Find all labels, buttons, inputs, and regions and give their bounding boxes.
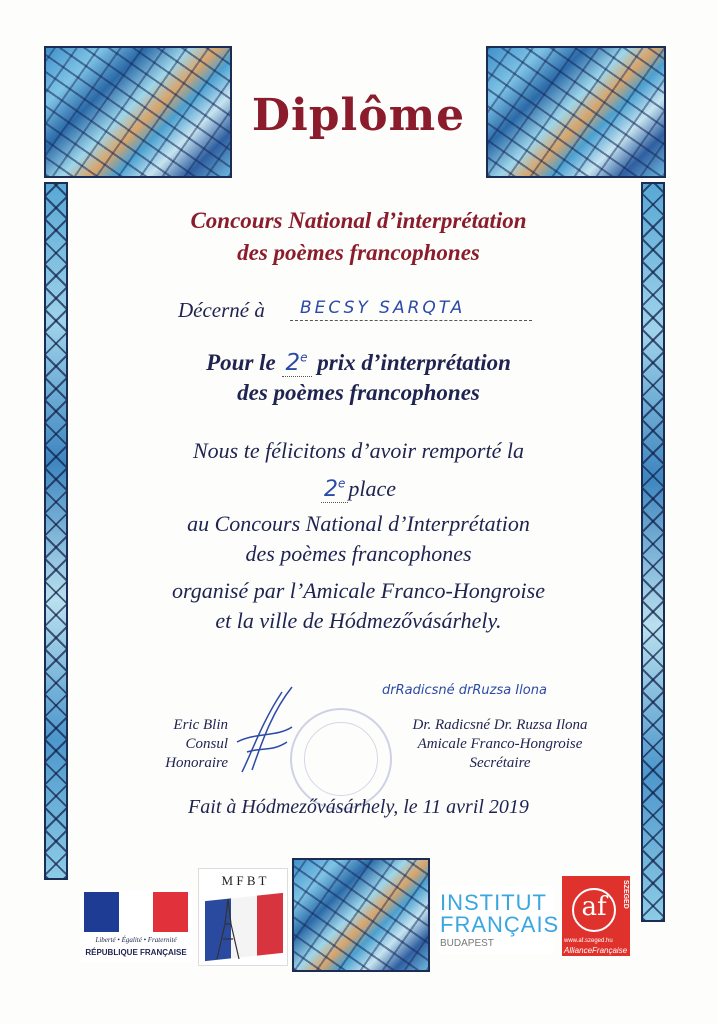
official-stamp	[290, 708, 392, 810]
institut-line-2: FRANÇAIS	[440, 912, 560, 937]
prize-rank	[282, 350, 312, 377]
message-rank-number: 2	[323, 477, 338, 502]
signatory-right	[380, 716, 620, 773]
recipient-underline	[290, 320, 532, 321]
institut-line-1: INSTITUT	[440, 890, 547, 915]
prize-line-2: des poèmes francophones	[237, 380, 480, 405]
competition-line-2: des poèmes francophones	[237, 240, 480, 265]
alliance-name: AllianceFrançaise	[564, 946, 628, 955]
signatory-right-role: Secrétaire	[469, 755, 531, 771]
institut-francais-logo	[438, 886, 560, 954]
signatory-left-title-2: Honoraire	[165, 755, 228, 771]
signatory-left	[138, 716, 228, 773]
diploma-title: Diplôme	[251, 90, 466, 141]
awarded-label: Décerné à	[178, 298, 265, 322]
alliance-url: www.af.szeged.hu	[564, 938, 613, 944]
message-line-5: organisé par l’Amicale Franco-Hongroise	[172, 578, 545, 603]
republique-francaise-logo	[80, 890, 192, 962]
place-date: Fait à Hódmezővásárhely, le 11 avril 2019	[188, 796, 529, 818]
institut-city: BUDAPEST	[440, 938, 494, 949]
mfbt-logo	[198, 868, 288, 966]
signatory-right-name: Dr. Radicsné Dr. Ruzsa Ilona	[412, 717, 588, 733]
signatory-right-org: Amicale Franco-Hongroise	[417, 736, 583, 752]
prize-prefix: Pour le	[206, 350, 276, 375]
prize-rank-sup: e	[300, 350, 308, 365]
alliance-francaise-logo	[562, 876, 630, 956]
signatory-left-name: Eric Blin	[173, 717, 228, 733]
message-rank-sup: e	[337, 476, 346, 491]
message-line-4: des poèmes francophones	[245, 541, 472, 566]
competition-line-1: Concours National d’interprétation	[190, 208, 527, 233]
prize-suffix: prix d’interprétation	[317, 350, 511, 375]
alliance-city: SZEGED	[622, 880, 629, 909]
stained-glass-bottom-center	[292, 858, 430, 972]
message-line-1: Nous te félicitons d’avoir remporté la	[193, 438, 524, 463]
eiffel-tower-icon	[213, 899, 243, 959]
prize-line-1	[0, 350, 717, 376]
republique-motto: Liberté • Égalité • Fraternité	[95, 936, 177, 944]
alliance-mark: af	[581, 892, 607, 922]
message-rank	[321, 477, 348, 503]
message-place: place	[348, 476, 397, 501]
message-line-2	[0, 476, 717, 502]
mfbt-letters: M F B T	[221, 873, 267, 888]
prize-rank-number: 2	[285, 350, 301, 376]
message-line-3: au Concours National d’Interprétation	[187, 511, 530, 536]
signature-right: drRadicsné drRuzsa Ilona	[382, 683, 547, 698]
recipient-name: BECSY SARQTA	[300, 298, 466, 318]
republique-name: RÉPUBLIQUE FRANÇAISE	[85, 948, 187, 957]
message-line-6: et la ville de Hódmezővásárhely.	[215, 608, 502, 633]
signatory-left-title-1: Consul	[185, 736, 228, 752]
